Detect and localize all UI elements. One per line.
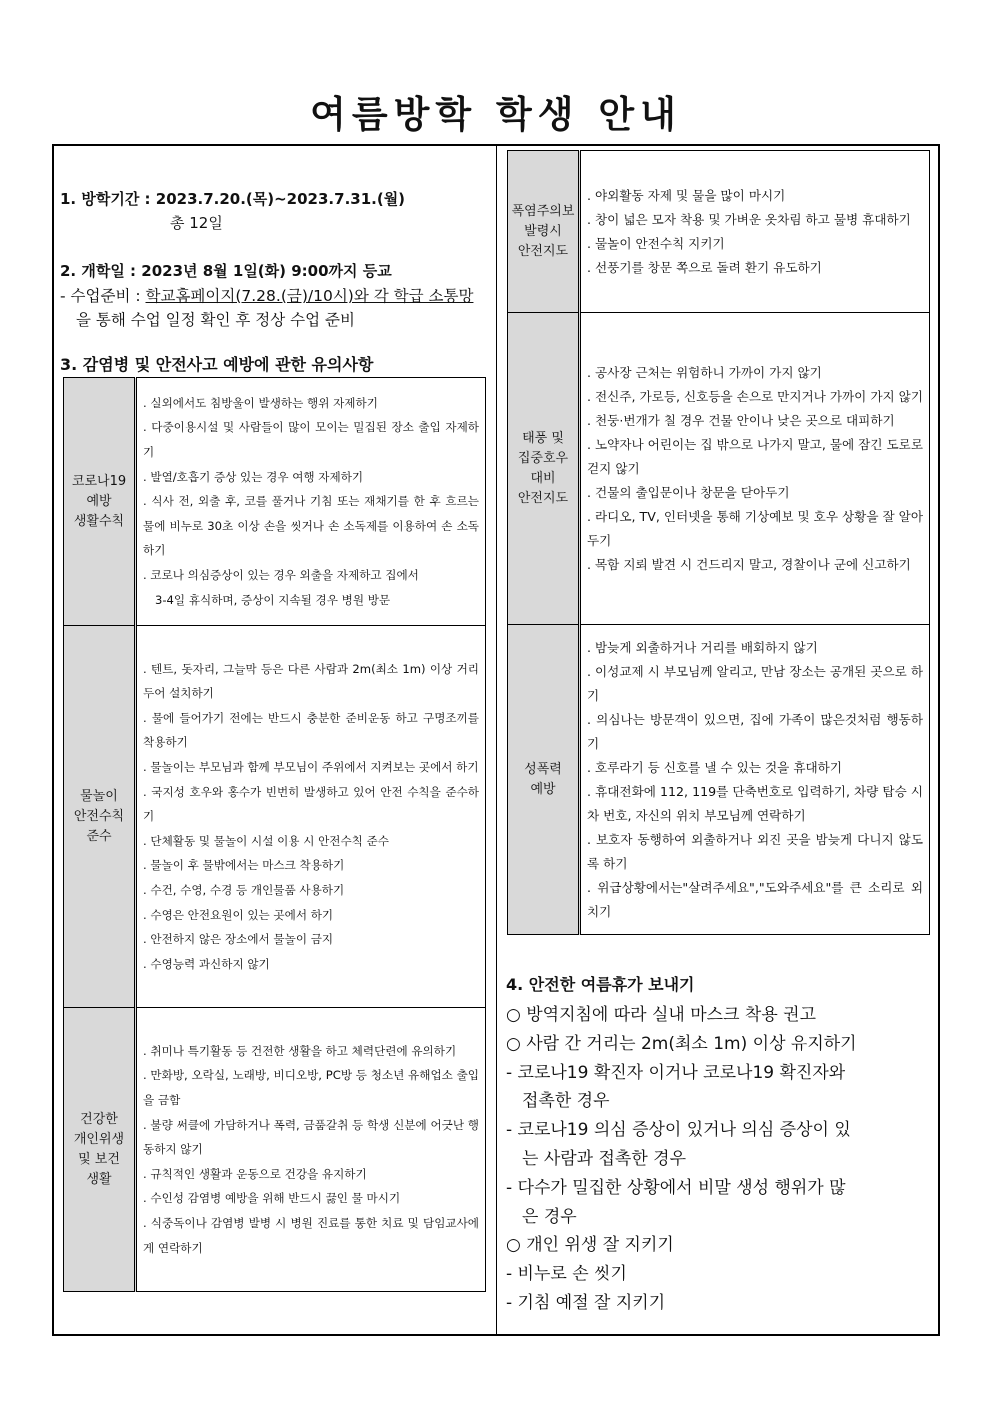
rule-item: . 안전하지 않은 장소에서 물놀이 금지 — [143, 932, 334, 947]
section4-heading: 4. 안전한 여름휴가 보내기 — [506, 975, 695, 994]
left-table-row — [64, 378, 486, 626]
rule-item: . 천둥·번개가 칠 경우 건물 안이나 낮은 곳으로 대피하기 — [587, 412, 895, 428]
rule-item: . 국지성 호우와 홍수가 빈번히 발생하고 있어 안전 수칙을 준수하기 — [143, 784, 479, 824]
rule-item: . 취미나 특기활동 등 건전한 생활을 하고 체력단련에 유의하기 — [143, 1043, 457, 1058]
rule-item: . 물놀이 후 물밖에서는 마스크 착용하기 — [143, 858, 345, 873]
vacation-total-days: 총 12일 — [170, 214, 223, 232]
rule-item: . 수건, 수영, 수경 등 개인물품 사용하기 — [143, 882, 345, 897]
rule-item: . 전신주, 가로등, 신호등을 손으로 만지거나 가까이 가지 않기 — [587, 388, 924, 404]
rule-item: . 물에 들어가기 전에는 반드시 충분한 준비운동 하고 구명조끼를 착용하기 — [143, 710, 479, 750]
right-table-items — [580, 151, 930, 313]
section4 — [506, 972, 926, 1318]
rule-item: . 코로나 의심증상이 있는 경우 외출을 자제하고 집에서 — [143, 567, 419, 582]
category-label-line: 폭염주의보 — [511, 203, 575, 219]
rule-item: . 라디오, TV, 인터넷을 통해 기상예보 및 호우 상황을 잘 알아 두기 — [587, 508, 923, 548]
category-label-line: 건강한 — [80, 1111, 118, 1127]
rule-item: . 창이 넓은 모자 착용 및 가벼운 옷차림 하고 물병 휴대하기 — [587, 211, 911, 227]
category-label-line: 예방 — [530, 781, 556, 797]
rule-item: . 물놀이 안전수칙 지키기 — [587, 235, 725, 251]
rule-item: . 휴대전화에 112, 119를 단축번호로 입력하기, 차량 탑승 시 차 번호, 자신의 위치 부모님께 연락하기 — [587, 783, 923, 823]
rule-item: . 보호자 동행하여 외출하거나 외진 곳을 밤늦게 다니지 않도록 하기 — [587, 831, 923, 871]
section4-line: ○ 개인 위생 잘 지키기 — [506, 1235, 674, 1256]
rule-item: . 불량 써클에 가담하거나 폭력, 금품갈취 등 학생 신분에 어긋난 행동하지 않기 — [143, 1117, 479, 1157]
rule-item: . 만화방, 오락실, 노래방, 비디오방, PC방 등 청소년 유해업소 출입을 금함 — [143, 1068, 479, 1108]
category-label-line: 및 보건 — [78, 1151, 120, 1167]
section4-line: ○ 방역지침에 따라 실내 마스크 착용 권고 — [506, 1005, 817, 1025]
page-title: 여름방학 학생 안내 — [310, 93, 682, 136]
category-label-line: 대비 — [530, 470, 556, 486]
rule-item: . 규칙적인 생활과 운동으로 건강을 유지하기 — [143, 1166, 367, 1181]
section4-line: ○ 사람 간 거리는 2m(최소 1m) 이상 유지하기 — [506, 1033, 857, 1054]
rule-item: . 호루라기 등 신호를 낼 수 있는 것을 휴대하기 — [587, 759, 843, 775]
category-label-line: 태풍 및 — [522, 430, 564, 446]
category-label-line: 물놀이 — [80, 788, 118, 804]
rule-item: . 이성교제 시 부모님께 알리고, 만남 장소는 공개된 곳으로 하기 — [587, 663, 924, 703]
category-label-line: 준수 — [86, 828, 112, 844]
category-label-line: 발령시 — [524, 223, 562, 239]
section4-line: - 코로나19 확진자 이거나 코로나19 확진자와 — [506, 1062, 846, 1083]
left-table-category — [64, 378, 136, 626]
rule-item: . 노약자나 어린이는 집 밖으로 나가지 말고, 물에 잠긴 도로로 걷지 않기 — [587, 436, 924, 476]
rule-item: . 물놀이는 부모님과 함께 부모님이 주위에서 지켜보는 곳에서 하기 — [143, 760, 479, 775]
right-table-items — [580, 625, 930, 935]
section3-heading: 3. 감염병 및 안전사고 예방에 관한 유의사항 — [60, 355, 374, 374]
section4-line: 은 경우 — [522, 1206, 577, 1227]
rule-item: . 밤늦게 외출하거나 거리를 배회하지 않기 — [587, 639, 818, 655]
section4-lines — [506, 1001, 926, 1318]
section4-line: - 기침 예절 잘 지키기 — [506, 1292, 666, 1313]
right-safety-table — [507, 150, 930, 935]
right-table-category — [508, 625, 580, 935]
rule-item: . 발열/호흡기 증상 있는 경우 여행 자제하기 — [143, 469, 364, 484]
category-label-line: 코로나19 — [71, 473, 127, 489]
right-table-items — [580, 313, 930, 625]
rule-item: . 식중독이나 감염병 발병 시 병원 진료를 통한 치료 및 담임교사에게 연락하기 — [143, 1215, 479, 1255]
left-table-category — [64, 626, 136, 1008]
rule-item: 3-4일 휴식하며, 증상이 지속될 경우 병원 방문 — [155, 592, 391, 607]
left-table-category — [64, 1008, 136, 1292]
left-table-items — [136, 378, 486, 626]
category-label-line: 생활 — [86, 1171, 112, 1187]
category-label-line: 집중호우 — [517, 450, 569, 466]
rule-item: . 위급상황에서는"살려주세요","도와주세요"를 큰 소리로 외치기 — [587, 879, 923, 919]
category-label-line: 안전지도 — [517, 243, 569, 259]
category-label-line: 성폭력 — [524, 761, 562, 777]
category-label-line: 생활수칙 — [73, 513, 125, 529]
right-table-row — [508, 313, 930, 625]
vacation-period: 1. 방학기간 : 2023.7.20.(목)~2023.7.31.(월) — [60, 190, 406, 208]
rule-item: . 단체활동 및 물놀이 시설 이용 시 안전수칙 준수 — [143, 833, 389, 848]
section4-line: 는 사람과 접촉한 경우 — [522, 1148, 687, 1169]
rule-item: . 선풍기를 창문 쪽으로 돌려 환기 유도하기 — [587, 259, 822, 275]
rule-item: . 실외에서도 침방울이 발생하는 행위 자제하기 — [143, 395, 378, 410]
right-table-category — [508, 151, 580, 313]
rule-item: . 텐트, 돗자리, 그늘막 등은 다른 사람과 2m(최소 1m) 이상 거리 두어 설치하기 — [143, 661, 479, 701]
rule-item: . 목함 지뢰 발견 시 건드리지 말고, 경찰이나 군에 신고하기 — [587, 556, 911, 572]
category-label-line: 예방 — [86, 493, 112, 509]
left-table-row — [64, 626, 486, 1008]
rule-item: . 의심나는 방문객이 있으면, 집에 가족이 많은것처럼 행동하기 — [587, 711, 923, 751]
rule-item: . 식사 전, 외출 후, 코를 풀거나 기침 또는 재채기를 한 후 흐르는 물에 비누로 30초 이상 손을 씻거나 손 소독제를 이용하여 손 소독하기 — [143, 494, 479, 558]
section4-line: - 코로나19 의심 증상이 있거나 의심 증상이 있 — [506, 1120, 851, 1141]
rule-item: . 수인성 감염병 예방을 위해 반드시 끓인 물 마시기 — [143, 1191, 401, 1206]
right-table-row — [508, 151, 930, 313]
rule-item: . 공사장 근처는 위험하니 가까이 가지 않기 — [587, 364, 822, 380]
category-label-line: 안전수칙 — [73, 808, 125, 824]
section4-line: - 비누로 손 씻기 — [506, 1264, 627, 1285]
category-label-line: 안전지도 — [517, 490, 569, 506]
class-prep-prefix: - 수업준비 : — [60, 287, 146, 305]
school-reopen-date: 2. 개학일 : 2023년 8월 1일(화) 9:00까지 등교 — [60, 262, 392, 280]
left-table-items — [136, 626, 486, 1008]
right-table-category — [508, 313, 580, 625]
rule-item: . 건물의 출입문이나 창문을 닫아두기 — [587, 484, 790, 500]
section4-line: - 다수가 밀집한 상황에서 비말 생성 행위가 많 — [506, 1177, 846, 1198]
category-label-line: 개인위생 — [73, 1131, 125, 1147]
rule-item: . 수영능력 과신하지 않기 — [143, 956, 270, 971]
class-prep — [60, 284, 500, 306]
class-prep-line2: 을 통해 수업 일정 확인 후 정상 수업 준비 — [76, 311, 355, 329]
left-table-items — [136, 1008, 486, 1292]
class-prep-link: 학교홈페이지(7.28.(금)/10시)와 각 학급 소통망 — [145, 287, 474, 305]
section4-line: 접촉한 경우 — [522, 1091, 610, 1112]
rule-item: . 수영은 안전요원이 있는 곳에서 하기 — [143, 907, 334, 922]
left-table-row — [64, 1008, 486, 1292]
right-table-row — [508, 625, 930, 935]
rule-item: . 야외활동 자제 및 물을 많이 마시기 — [587, 187, 786, 203]
rule-item: . 다중이용시설 및 사람들이 많이 모이는 밀집된 장소 출입 자제하기 — [143, 420, 479, 460]
left-safety-table — [63, 377, 486, 1292]
